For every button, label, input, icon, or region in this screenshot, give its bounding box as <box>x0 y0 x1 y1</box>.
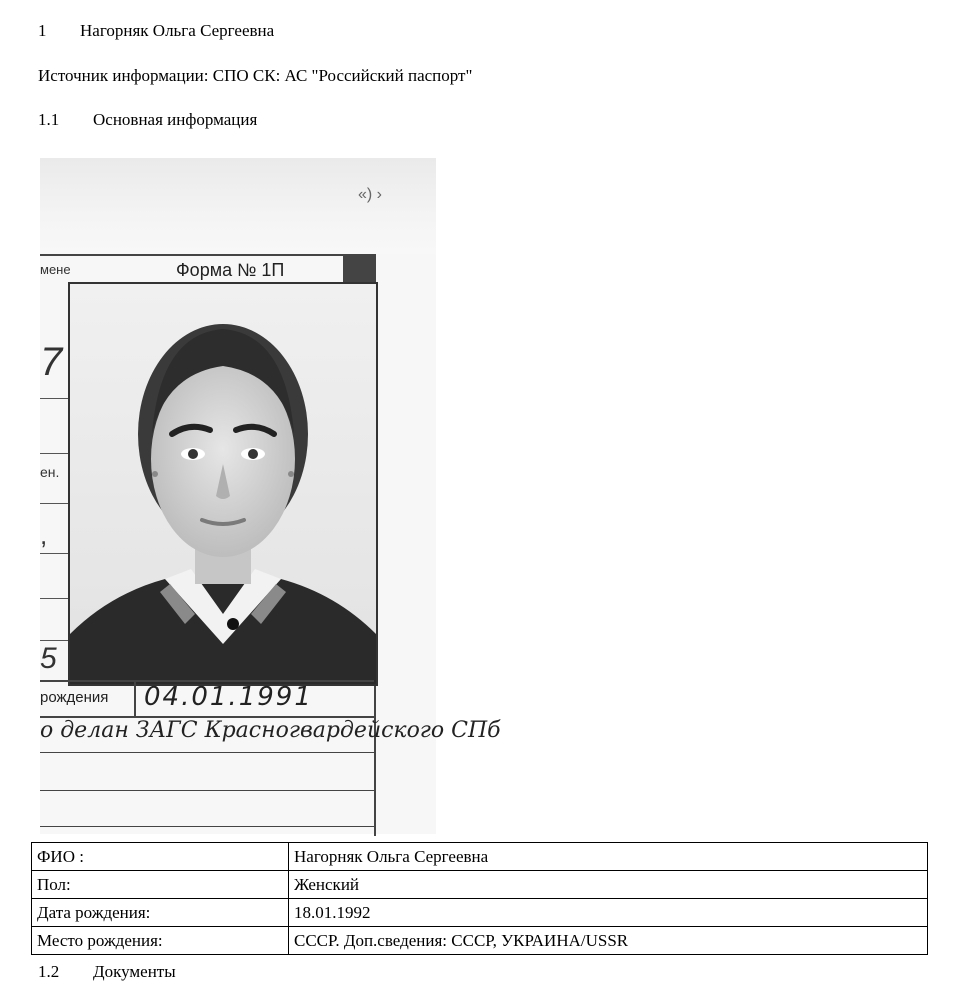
strip-mark-4: 5 <box>40 642 57 675</box>
dob-label: рождения <box>40 689 109 706</box>
table-value: СССР. Доп.сведения: СССР, УКРАИНА/USSR <box>289 927 928 955</box>
form-left-label: мене <box>40 262 71 277</box>
subsection-title: Документы <box>93 962 176 981</box>
form-line <box>40 790 374 791</box>
table-row <box>32 843 928 871</box>
subsection-heading-basic <box>38 110 257 130</box>
subsection-number: 1.1 <box>38 110 60 129</box>
form-line <box>40 752 374 753</box>
strip-mark-2: ен. <box>40 464 60 480</box>
table-key: Дата рождения: <box>32 899 289 927</box>
strip-mark-1: 7 <box>40 340 63 384</box>
table-value: Женский <box>289 871 928 899</box>
person-name-heading: Нагорняк Ольга Сергеевна <box>80 21 275 40</box>
table-row <box>32 899 928 927</box>
subsection-number: 1.2 <box>38 962 60 981</box>
table-row <box>32 927 928 955</box>
scan-noise <box>40 158 436 254</box>
section-heading <box>38 21 274 41</box>
dob-row <box>40 680 374 718</box>
form-line <box>40 826 374 827</box>
form-title: Форма № 1П <box>176 260 285 280</box>
subsection-title: Основная информация <box>93 110 258 129</box>
section-number: 1 <box>38 21 47 40</box>
scan-smudge: «) › <box>358 186 382 203</box>
dob-divider <box>134 682 136 716</box>
passport-form-scan <box>40 158 501 834</box>
strip-mark-3: , <box>40 520 48 550</box>
form-corner-mark <box>343 254 374 282</box>
table-key: ФИО : <box>32 843 289 871</box>
table-key: Пол: <box>32 871 289 899</box>
passport-photo <box>68 282 378 686</box>
dob-handwritten: 04.01.1991 <box>144 682 313 712</box>
table-value: 18.01.1992 <box>289 899 928 927</box>
photo-portrait <box>70 284 376 684</box>
issued-by-handwritten: о делан ЗАГС Красногвардейского СПб <box>40 718 501 743</box>
subsection-heading-documents <box>38 962 176 982</box>
source-info: Источник информации: СПО СК: АС "Российский паспорт" <box>38 66 473 85</box>
table-row <box>32 871 928 899</box>
table-value: Нагорняк Ольга Сергеевна <box>289 843 928 871</box>
table-key: Место рождения: <box>32 927 289 955</box>
basic-info-table <box>31 842 928 955</box>
